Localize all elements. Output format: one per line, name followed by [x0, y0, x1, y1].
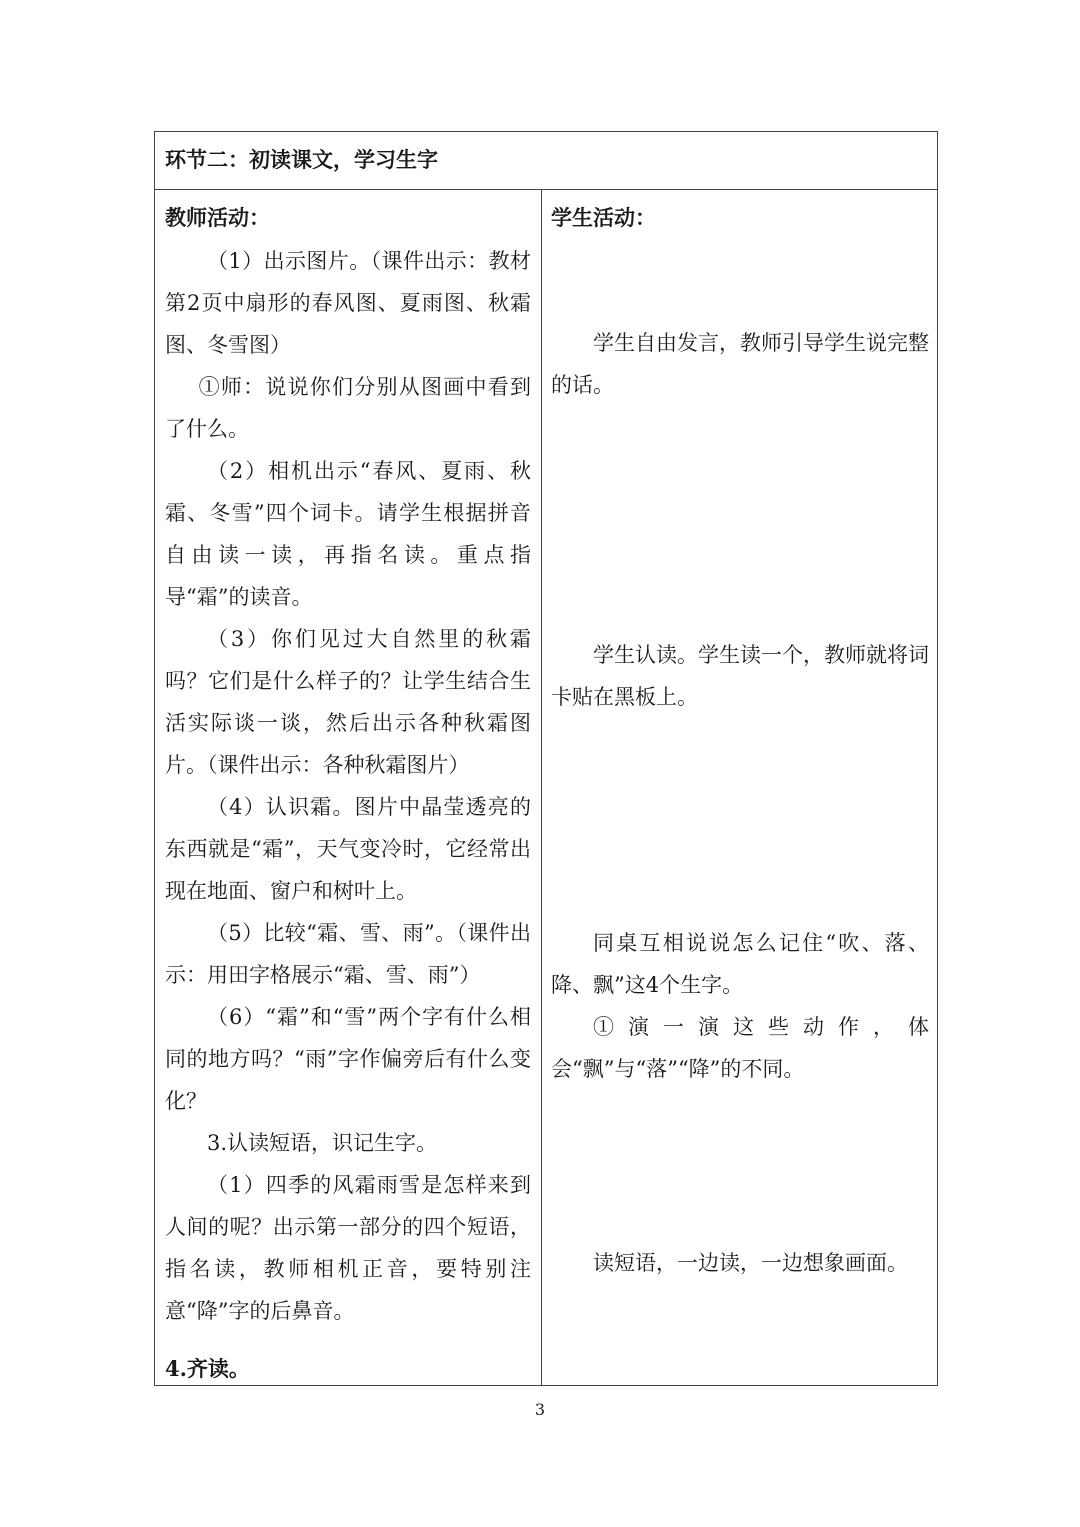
lesson-table: [154, 131, 938, 1386]
student-paragraph: 同桌互相说说怎么记住“吹、落、降、飘”这4个生字。: [551, 931, 929, 997]
student-paragraph: 学生认读。学生读一个，教师就将词卡贴在黑板上。: [551, 643, 929, 709]
student-paragraph: ①演一演这些动作，体会“飘”与“落”“降”的不同。: [551, 1015, 929, 1081]
student-activities-heading: 学生活动：: [551, 205, 656, 230]
teacher-paragraph: （3）你们见过大自然里的秋霜吗？它们是什么样子的？让学生结合生活实际谈一谈，然后出示各种秋霜图片。（课件出示：各种秋霜图片）: [165, 627, 531, 777]
teacher-paragraph: （4）认识霜。图片中晶莹透亮的东西就是“霜”，天气变冷时，它经常出现在地面、窗户和树叶上。: [165, 795, 531, 903]
teacher-paragraph: （6）“霜”和“雪”两个字有什么相同的地方吗？“雨”字作偏旁后有什么变化？: [165, 1005, 531, 1113]
teacher-paragraph: ①师：说说你们分别从图画中看到了什么。: [165, 375, 531, 441]
student-paragraph: 学生自由发言，教师引导学生说完整的话。: [551, 331, 929, 397]
teacher-paragraph: （1）四季的风霜雨雪是怎样来到人间的呢？出示第一部分的四个短语，指名读，教师相机正音，要特别注意“降”字的后鼻音。: [165, 1173, 531, 1323]
teacher-paragraph: （1）出示图片。（课件出示：教材第2页中扇形的春风图、夏雨图、秋霜图、冬雪图）: [165, 249, 531, 357]
teacher-paragraph: （5）比较“霜、雪、雨”。（课件出示：用田字格展示“霜、雪、雨”）: [165, 921, 531, 987]
column-divider: [541, 190, 542, 1386]
teacher-paragraph: 4.齐读。: [165, 1356, 250, 1381]
student-paragraph: 读短语，一边读，一边想象画面。: [593, 1251, 908, 1275]
section-title: 环节二：初读课文，学习生字: [165, 147, 438, 172]
teacher-paragraph: 3.认读短语，识记生字。: [207, 1131, 438, 1155]
teacher-activities-heading: 教师活动：: [165, 205, 270, 230]
page-number: 3: [534, 1400, 546, 1419]
section-header-row: [155, 132, 937, 190]
teacher-paragraph: （2）相机出示“春风、夏雨、秋霜、冬雪”四个词卡。请学生根据拼音自由读一读，再指名读。重点指导“霜”的读音。: [165, 459, 531, 609]
